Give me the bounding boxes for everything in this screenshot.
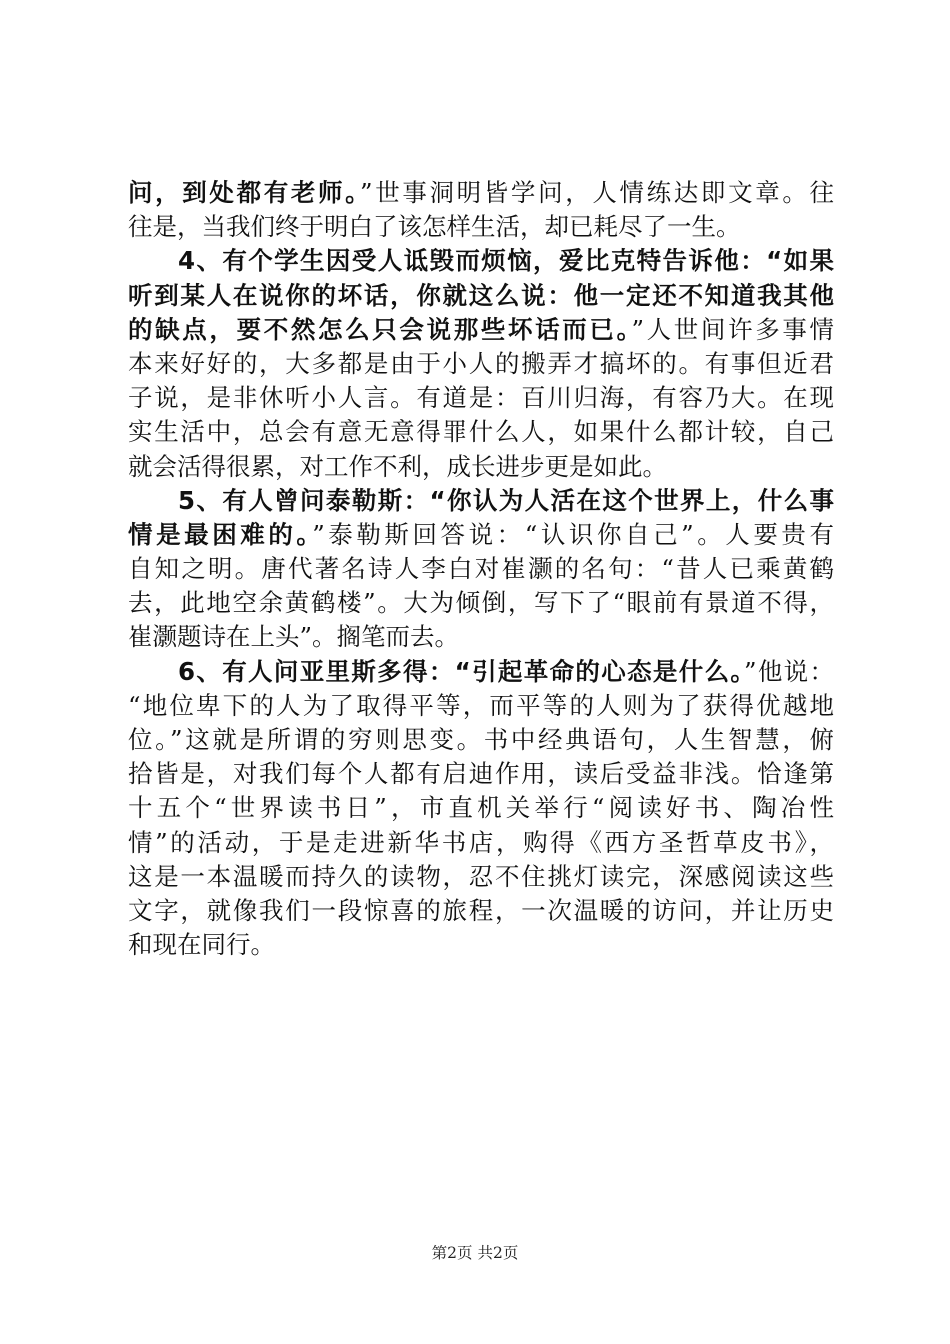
text-line (128, 484, 834, 518)
text-line (128, 586, 834, 620)
text-line (128, 210, 834, 244)
text-line (128, 894, 834, 928)
bold-text: 的缺点，要不然怎么只会说那些坏话而已。 (128, 314, 632, 344)
text-line (128, 655, 834, 689)
text-line (128, 552, 834, 586)
regular-text: 自知之明。唐代著名诗人李白对崔灏的名句：“昔人已乘黄鹤 (128, 554, 834, 584)
regular-text: ”泰勒斯回答说：“认识你自己”。人要贵有 (312, 519, 834, 549)
regular-text: 十五个“世界读书日”，市直机关举行“阅读好书、陶冶性 (128, 793, 834, 823)
text-line (128, 689, 834, 723)
text-line (128, 791, 834, 825)
bold-text: 4、有个学生因受人诋毁而烦恼，爱比克特告诉他：“如果 (178, 246, 834, 276)
text-line (128, 381, 834, 415)
text-line (128, 620, 834, 654)
text-line (128, 723, 834, 757)
regular-text: ”人世间许多事情 (631, 314, 834, 344)
regular-text: “地位卑下的人为了取得平等，而平等的人则为了获得优越地 (128, 690, 834, 720)
regular-text: 这是一本温暖而持久的读物，忍不住挑灯读完，深感阅读这些 (128, 861, 834, 891)
text-line (128, 313, 834, 347)
body-text (128, 176, 834, 962)
regular-text: ”他说： (743, 656, 834, 686)
text-line (128, 415, 834, 449)
regular-text: 往是，当我们终于明白了该怎样生活，却已耗尽了一生。 (128, 212, 741, 242)
regular-text: 实生活中，总会有意无意得罪什么人，如果什么都计较，自己 (128, 417, 834, 447)
text-line (128, 176, 834, 210)
text-line (128, 518, 834, 552)
bold-text: 听到某人在说你的坏话，你就这么说：他一定还不知道我其他 (128, 280, 834, 310)
text-line (128, 347, 834, 381)
text-line (128, 279, 834, 313)
text-line (128, 244, 834, 278)
regular-text: 本来好好的，大多都是由于小人的搬弄才搞坏的。有事但近君 (128, 348, 834, 378)
regular-text: 去，此地空余黄鹤楼”。大为倾倒，写下了“眼前有景道不得， (128, 588, 834, 618)
bold-text: 情是最困难的。 (128, 519, 313, 549)
regular-text: 就会活得很累，对工作不利，成长进步更是如此。 (128, 451, 667, 481)
text-line (128, 757, 834, 791)
regular-text: 拾皆是，对我们每个人都有启迪作用，读后受益非浅。恰逢第 (128, 759, 834, 789)
bold-text: 6、有人问亚里斯多得：“引起革命的心态是什么。 (178, 656, 744, 686)
page-footer: 第2页 共2页 (431, 1244, 519, 1262)
regular-text: 情”的活动，于是走进新华书店，购得《西方圣哲草皮书》， (128, 827, 834, 857)
regular-text: ”世事洞明皆学问，人情练达即文章。往 (360, 178, 834, 207)
text-line (128, 928, 834, 962)
regular-text: 和现在同行。 (128, 930, 275, 960)
bold-text: 5、有人曾问泰勒斯：“你认为人活在这个世界上，什么事 (178, 485, 834, 515)
text-line (128, 826, 834, 860)
regular-text: 文字，就像我们一段惊喜的旅程，一次温暖的访问，并让历史 (128, 895, 834, 925)
regular-text: 崔灏题诗在上头”。搁笔而去。 (128, 622, 460, 652)
regular-text: 子说，是非休听小人言。有道是：百川归海，有容乃大。在现 (128, 383, 834, 413)
text-line (128, 860, 834, 894)
text-line (128, 450, 834, 484)
regular-text: 位。”这就是所谓的穷则思变。书中经典语句，人生智慧，俯 (128, 725, 834, 754)
bold-text: 问，到处都有老师。 (128, 178, 361, 207)
